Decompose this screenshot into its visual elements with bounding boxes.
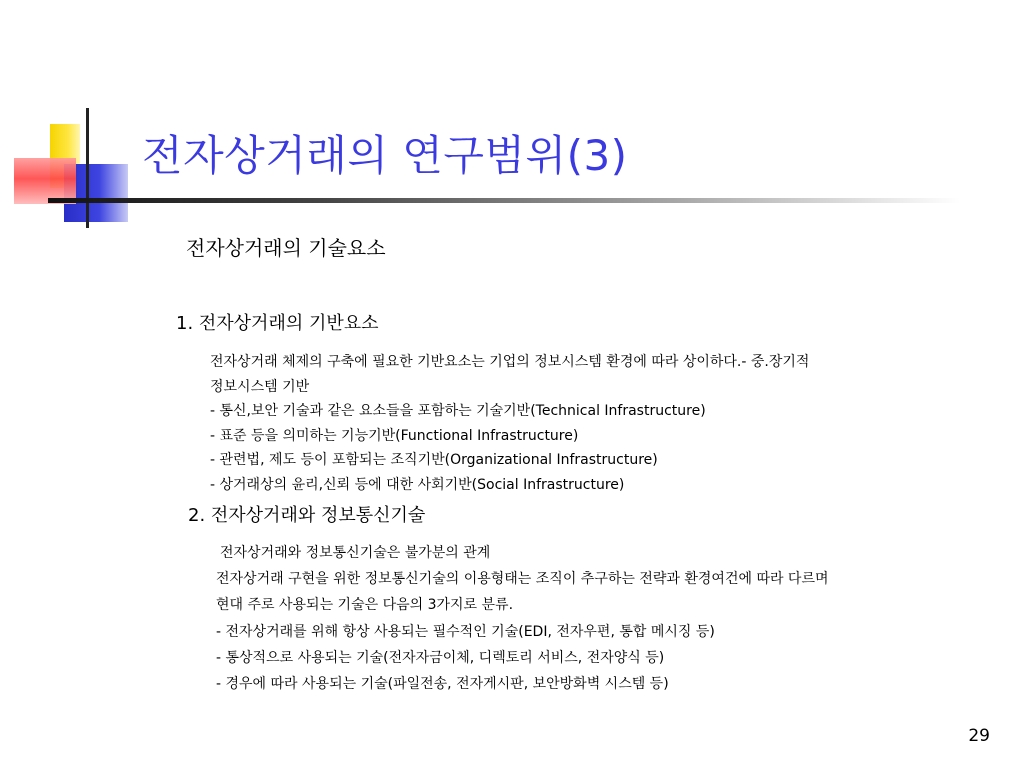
section-1-line: 전자상거래 체제의 구축에 필요한 기반요소는 기업의 정보시스템 환경에 따라 상이하다.- 중.장기적	[210, 354, 810, 370]
section-2-line: 전자상거래와 정보통신기술은 불가분의 관계	[220, 545, 491, 561]
slide-subtitle: 전자상거래의 기술요소	[186, 236, 386, 260]
section-1-line: - 관련법, 제도 등이 포함되는 조직기반(Organizational Infrastructure)	[210, 452, 658, 469]
section-2-line: 현대 주로 사용되는 기술은 다음의 3가지로 분류.	[216, 597, 514, 614]
section-2-heading: 2. 전자상거래와 정보통신기술	[188, 505, 426, 526]
section-1-body	[210, 350, 809, 498]
section-1-line: - 통신,보안 기술과 같은 요소들을 포함하는 기술기반(Technical Infrastructure)	[210, 403, 706, 420]
section-2-line: - 전자상거래를 위해 항상 사용되는 필수적인 기술(EDI, 전자우편, 통합 메시징 등)	[216, 623, 715, 640]
slide-title: 전자상거래의 연구범위(3)	[142, 131, 628, 180]
section-2-line: - 경우에 따라 사용되는 기술(파일전송, 전자게시판, 보안방화벽 시스템 등)	[216, 676, 669, 693]
section-1-heading: 1. 전자상거래의 기반요소	[176, 313, 379, 334]
section-1-line: - 표준 등을 의미하는 기능기반(Functional Infrastructure)	[210, 427, 579, 444]
section-1-line: - 상거래상의 윤리,신뢰 등에 대한 사회기반(Social Infrastructure)	[210, 476, 625, 493]
title-underline-rule	[48, 198, 960, 203]
section-2-line: 전자상거래 구현을 위한 정보통신기술의 이용형태는 조직이 추구하는 전략과 환경여건에 따라 다르며	[216, 571, 829, 588]
page-number: 29	[968, 726, 990, 746]
vertical-rule-decoration	[86, 108, 89, 228]
section-2-body	[216, 540, 829, 697]
decorative-logo	[0, 0, 160, 240]
section-2-line: - 통상적으로 사용되는 기술(전자자금이체, 디렉토리 서비스, 전자양식 등)	[216, 649, 665, 666]
section-1-line: 정보시스템 기반	[210, 378, 310, 395]
